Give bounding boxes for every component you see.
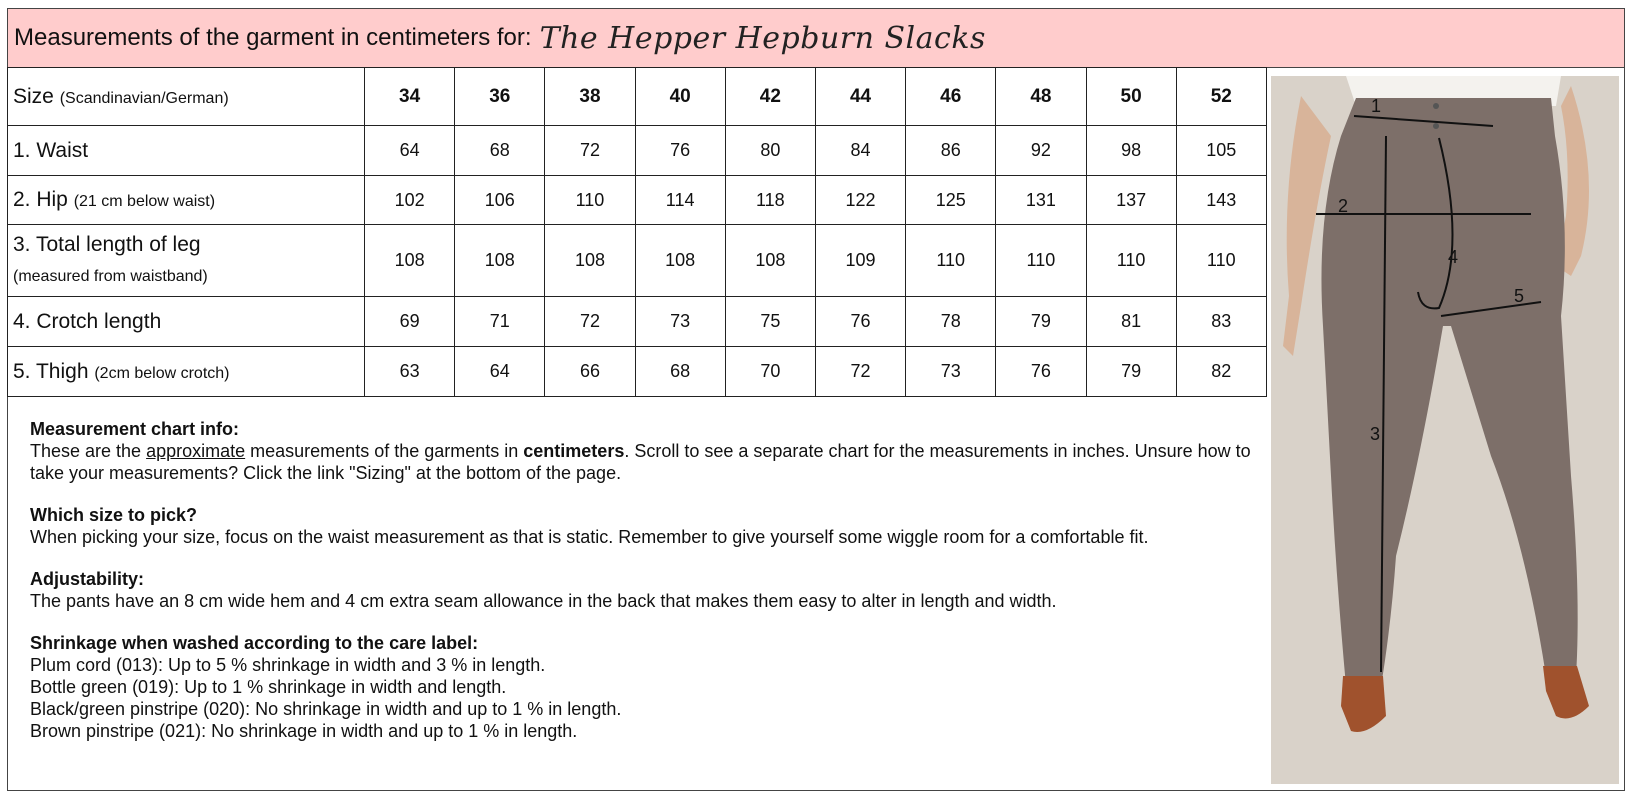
table-cell: 81 (1086, 297, 1176, 347)
row-label-main: 1. Waist (13, 138, 89, 162)
table-cell: 108 (725, 225, 815, 297)
size-header: 38 (545, 68, 635, 126)
size-header: 46 (906, 68, 996, 126)
chart-info-text-part: . Scroll to see a separate chart for the measurements in inches. Unsure how to take your measurements? Click the link "Sizing" at the bottom of the page. (30, 441, 1251, 483)
table-cell: 108 (545, 225, 635, 297)
table-cell: 68 (455, 126, 545, 176)
table-cell: 68 (635, 347, 725, 397)
table-row (8, 297, 1267, 347)
row-label (8, 126, 365, 176)
table-cell: 98 (1086, 126, 1176, 176)
info-section (30, 418, 1260, 762)
marker-4: 4 (1448, 247, 1459, 267)
button-icon (1433, 123, 1439, 129)
table-row (8, 225, 1267, 297)
chart-info-block (30, 418, 1260, 484)
table-cell: 71 (455, 297, 545, 347)
size-header: 36 (455, 68, 545, 126)
size-header: 44 (815, 68, 905, 126)
table-cell: 106 (455, 176, 545, 225)
row-label (8, 297, 365, 347)
size-label: Size (13, 84, 54, 108)
chart-info-text-part: measurements of the garments in (245, 441, 524, 461)
table-cell: 110 (906, 225, 996, 297)
table-cell: 76 (996, 347, 1086, 397)
size-pick-title: Which size to pick? (30, 505, 198, 525)
table-cell: 64 (455, 347, 545, 397)
table-cell: 72 (545, 126, 635, 176)
table-cell: 110 (996, 225, 1086, 297)
centimeters-emphasis: centimeters (523, 441, 625, 461)
row-label-sub: (measured from waistband) (13, 267, 208, 285)
table-cell: 82 (1176, 347, 1266, 397)
table-cell: 110 (1176, 225, 1266, 297)
table-cell: 78 (906, 297, 996, 347)
shrinkage-line: Black/green pinstripe (020): No shrinkage in width and up to 1 % in length. (30, 699, 622, 719)
table-cell: 79 (1086, 347, 1176, 397)
table-cell: 69 (365, 297, 455, 347)
table-cell: 114 (635, 176, 725, 225)
table-cell: 108 (365, 225, 455, 297)
table-header-row (8, 68, 1267, 126)
table-cell: 76 (635, 126, 725, 176)
row-label-main: 4. Crotch length (13, 309, 162, 333)
marker-5: 5 (1514, 286, 1525, 306)
table-cell: 72 (545, 297, 635, 347)
table-cell: 66 (545, 347, 635, 397)
table-cell: 105 (1176, 126, 1266, 176)
measurement-table (7, 67, 1267, 397)
marker-1: 1 (1371, 96, 1382, 116)
table-row (8, 176, 1267, 225)
adjustability-title: Adjustability: (30, 569, 145, 589)
table-cell: 125 (906, 176, 996, 225)
size-header: 52 (1176, 68, 1266, 126)
marker-2: 2 (1338, 196, 1349, 216)
table-cell: 76 (815, 297, 905, 347)
table-cell: 64 (365, 126, 455, 176)
shrinkage-line: Plum cord (013): Up to 5 % shrinkage in width and 3 % in length. (30, 655, 546, 675)
table-cell: 63 (365, 347, 455, 397)
chart-info-text-part: These are the (30, 441, 147, 461)
table-cell: 75 (725, 297, 815, 347)
table-cell: 92 (996, 126, 1086, 176)
header-banner (7, 8, 1625, 68)
row-label-main: 5. Thigh (13, 359, 89, 383)
size-label-sub: (Scandinavian/German) (59, 89, 229, 107)
adjustability-text: The pants have an 8 cm wide hem and 4 cm extra seam allowance in the back that makes them easy to alter in length and width. (30, 591, 1057, 611)
table-cell: 73 (635, 297, 725, 347)
table-cell: 83 (1176, 297, 1266, 347)
row-label-main: 3. Total length of leg (13, 232, 201, 256)
table-cell: 110 (1086, 225, 1176, 297)
chart-info-text (30, 440, 1260, 484)
size-label-cell (8, 68, 365, 126)
table-cell: 109 (815, 225, 905, 297)
size-header: 48 (996, 68, 1086, 126)
table-cell: 118 (725, 176, 815, 225)
size-header: 42 (725, 68, 815, 126)
pants-measurement-illustration (1271, 76, 1619, 784)
table-cell: 73 (906, 347, 996, 397)
table-cell: 79 (996, 297, 1086, 347)
table-cell: 108 (455, 225, 545, 297)
table-row (8, 126, 1267, 176)
size-pick-text: When picking your size, focus on the waist measurement as that is static. Remember to give yourself some wiggle room for a comfortable fit. (30, 527, 1149, 547)
table-cell: 143 (1176, 176, 1266, 225)
row-label (8, 347, 365, 397)
table-row (8, 347, 1267, 397)
approximate-emphasis: approximate (146, 441, 246, 461)
table-cell: 80 (725, 126, 815, 176)
table-cell: 131 (996, 176, 1086, 225)
header-lead: Measurements of the garment in centimeters for: (14, 24, 532, 51)
chart-info-title: Measurement chart info: (30, 419, 240, 439)
row-label (8, 176, 365, 225)
table-cell: 86 (906, 126, 996, 176)
size-pick-block (30, 504, 1260, 548)
adjustability-block (30, 568, 1260, 612)
row-label-sub: (21 cm below waist) (73, 193, 216, 210)
shrinkage-line: Bottle green (019): Up to 1 % shrinkage in width and length. (30, 677, 507, 697)
size-header: 50 (1086, 68, 1176, 126)
table-cell: 137 (1086, 176, 1176, 225)
shrinkage-title: Shrinkage when washed according to the care label: (30, 633, 479, 653)
table-cell: 84 (815, 126, 905, 176)
size-header: 40 (635, 68, 725, 126)
table-cell: 110 (545, 176, 635, 225)
marker-3: 3 (1370, 424, 1381, 444)
shrinkage-line: Brown pinstripe (021): No shrinkage in width and up to 1 % in length. (30, 721, 578, 741)
row-label (8, 225, 365, 297)
row-label-main: 2. Hip (13, 188, 68, 211)
table-cell: 70 (725, 347, 815, 397)
button-icon (1433, 103, 1439, 109)
table-cell: 122 (815, 176, 905, 225)
table-cell: 102 (365, 176, 455, 225)
shrinkage-block (30, 632, 1260, 742)
row-label-sub: (2cm below crotch) (94, 364, 230, 382)
product-name: The Hepper Hepburn Slacks (539, 20, 986, 56)
table-cell: 108 (635, 225, 725, 297)
table-cell: 72 (815, 347, 905, 397)
size-header: 34 (365, 68, 455, 126)
